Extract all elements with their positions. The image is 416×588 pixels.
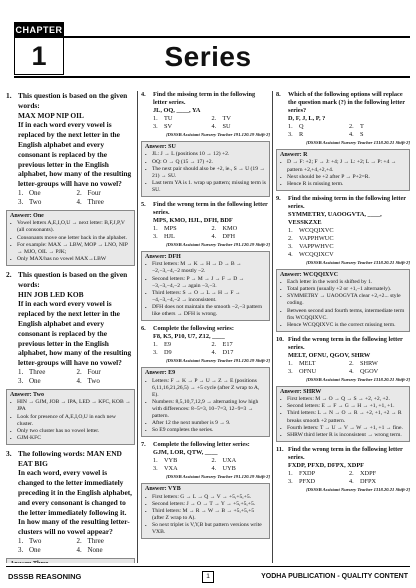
option[interactable]: 2. UXA xyxy=(211,457,237,465)
question-stem xyxy=(276,446,410,470)
bullet-icon: • xyxy=(145,421,147,427)
question-number: 9. xyxy=(276,194,281,202)
option[interactable]: 1. Three xyxy=(18,367,46,376)
bullet-icon: • xyxy=(280,287,282,293)
question-text: D, F, J, L, P, ? xyxy=(288,115,326,122)
page-footer xyxy=(0,566,416,588)
exam-source: [DSSSB Assistant Nursery Teacher 1318.20.21 Shift-2] xyxy=(306,140,410,145)
answer-line: First letters: M → O → Q → S → +2, +2, +2. xyxy=(287,396,390,403)
answer-line: Hence R is missing term. xyxy=(287,180,344,187)
option[interactable]: 1. FXDP xyxy=(288,469,316,477)
option[interactable]: 4. Two xyxy=(76,376,100,385)
options-grid xyxy=(18,368,135,386)
answer-line: Fourth letters: T → U → V → W → +1, +1 → fine. xyxy=(287,424,403,431)
bullet-icon: • xyxy=(145,159,147,165)
answer-line: Third letters: S → O → L → H → F → −4,−3,−4,−2 → inconsistent. xyxy=(152,289,241,303)
question-stem xyxy=(6,449,135,537)
answer-line: Letters: F → K → P → U → Z → E (positions 6,11,16,21,26,5) → +5 cycle (after Z wrap to A, E). xyxy=(152,377,260,398)
option[interactable]: 4. D17 xyxy=(211,349,234,357)
question-number: 5. xyxy=(141,200,146,208)
title-rule-bottom xyxy=(14,76,410,78)
answer-box xyxy=(276,269,410,332)
title-rule-top xyxy=(64,36,410,38)
answer-title: Answer: DFH xyxy=(145,253,181,260)
option[interactable]: 4. SU xyxy=(211,123,231,130)
option[interactable]: 1. E9 xyxy=(153,341,171,349)
answer-line: GJM·KFC xyxy=(17,434,41,441)
bullet-icon: • xyxy=(145,276,147,282)
answer-title: Answer: One xyxy=(10,212,44,219)
bullet-icon: • xyxy=(145,180,147,186)
option[interactable]: 2. XDPF xyxy=(349,469,377,477)
question-text: Find the wrong term in the following letter series. xyxy=(288,445,403,461)
exam-source: [DSSSB Assistant Nursery Teacher 191.120.19 Shift-2] xyxy=(166,358,270,364)
bullet-icon: • xyxy=(10,435,12,441)
bullet-icon: • xyxy=(10,400,12,406)
bullet-icon: • xyxy=(10,235,12,241)
question-1 xyxy=(6,91,135,266)
footer-publisher: YODHA PUBLICATION - QUALITY CONTENT xyxy=(261,573,408,580)
options-grid xyxy=(153,341,270,357)
exam-source: [DSSSB Assistant Nursery Teacher 1318.20.21 Shift-2] xyxy=(306,259,410,265)
question-number: 3. xyxy=(6,448,12,458)
question-text: This question is based on the given words: xyxy=(18,269,128,289)
bullet-icon: • xyxy=(145,428,147,434)
footer-rule xyxy=(6,566,410,567)
question-4 xyxy=(141,91,270,197)
option[interactable]: 4. DFH xyxy=(211,232,236,240)
question-number: 6. xyxy=(141,325,146,333)
answer-title: Answer: R xyxy=(280,152,308,158)
option[interactable]: 2. SHRW xyxy=(349,359,378,367)
question-number: 8. xyxy=(276,91,281,98)
options-grid xyxy=(288,470,410,486)
answer-line: Look for presence of A,E,I,O,U in each new cluster. xyxy=(17,413,116,427)
answer-box xyxy=(141,141,270,197)
question-text: F8, K5, P10, U7, Z12, ____ xyxy=(153,333,225,341)
option[interactable]: 4. DFPX xyxy=(349,477,377,485)
footer-book-title: DSSSB REASONING xyxy=(8,572,82,581)
question-2 xyxy=(6,270,135,445)
options-grid xyxy=(18,537,135,555)
answer-title: Answer: WCQQIXVC xyxy=(280,271,339,278)
bullet-icon: • xyxy=(145,290,147,296)
bullet-icon: • xyxy=(280,397,282,403)
column-middle xyxy=(141,91,270,563)
bullet-icon: • xyxy=(280,280,282,286)
options-grid xyxy=(153,457,270,473)
question-text: Complete the following letter series: xyxy=(153,441,250,449)
answer-box xyxy=(276,386,410,442)
answer-title: Answer: SHRW xyxy=(280,388,322,395)
question-3 xyxy=(6,449,135,563)
exam-source: [DSSSB Assistant Nursery Teacher 191.120.19 Shift-2] xyxy=(166,132,270,137)
option[interactable]: 3. One xyxy=(18,376,41,385)
bullet-icon: • xyxy=(10,428,12,434)
question-number: 11. xyxy=(276,445,284,453)
answer-line: Next should be +2 after P → P+2=R. xyxy=(287,173,370,180)
option[interactable]: 1. VYB xyxy=(153,457,178,465)
question-text: MPS, KMO, HJL, DFH, BDF xyxy=(153,216,233,224)
bullet-icon: • xyxy=(280,322,282,328)
options-grid xyxy=(288,123,410,139)
bullet-icon: • xyxy=(145,501,147,507)
option[interactable]: 3. D9 xyxy=(153,349,172,357)
options-list xyxy=(288,227,410,259)
bullet-icon: • xyxy=(10,414,12,420)
question-number: 2. xyxy=(6,269,12,279)
answer-line: HIN → GJM, JOB → IPA, LED → KFC, KOB → JPA xyxy=(17,399,131,413)
question-text: Find the wrong term in the following letter series. xyxy=(153,200,268,216)
question-number: 7. xyxy=(141,441,146,449)
answer-line: OQ: O → Q (15 → 17) +2. xyxy=(152,158,213,165)
answer-line: Third letters: M → R → W → B → +5,+5,+5 (after Z wrap to A). xyxy=(152,507,255,521)
answer-line: Consonants move one letter back in the alphabet. xyxy=(17,234,127,241)
bullet-icon: • xyxy=(280,181,282,187)
bullet-icon: • xyxy=(145,523,147,529)
exam-source: [DSSSB Assistant Nursery Teacher 1318.20.21 Shift-2] xyxy=(306,486,410,492)
option[interactable]: 2. Three xyxy=(76,537,104,546)
exam-source: [DSSSB Assistant Nursery Teacher 191.120.19 Shift-2] xyxy=(166,474,270,480)
answer-box xyxy=(141,367,270,437)
question-text: MAX MOP NIP OIL xyxy=(18,110,84,120)
option[interactable]: 4. None xyxy=(76,546,103,555)
column-right xyxy=(276,91,410,563)
chapter-header xyxy=(0,0,416,86)
question-stem xyxy=(141,325,270,341)
chapter-title: Series xyxy=(164,41,252,72)
option[interactable]: 2. VAPPHWUC xyxy=(288,234,334,242)
option[interactable]: 4. Three xyxy=(76,197,104,206)
option[interactable]: 1. Two xyxy=(18,537,42,546)
option[interactable]: 2. T xyxy=(349,123,364,130)
question-5 xyxy=(141,201,270,321)
exam-source: [DSSSB Assistant Nursery Teacher 1318.20.21 Shift-2] xyxy=(306,376,410,382)
question-text: In each word, every vowel is changed to the letter immediately preceding it in the English alphabet, and every consonant is changed to the letter immediately following it. In how many of the resulting letter-clusters will no vowel appear? xyxy=(18,468,133,537)
answer-line: So E9 completes the series. xyxy=(152,427,214,434)
answer-line: Hence WCQQIXVC is the correct missing term. xyxy=(287,321,396,328)
bullet-icon: • xyxy=(10,221,12,227)
answer-line: The next pair should also be +2, ie., S → U (19 → 21) → SU. xyxy=(152,165,265,179)
answer-line: DFH does not maintain the smooth −2,−3 pattern like others → DFH is wrong. xyxy=(152,303,263,318)
option[interactable]: 1. MPS xyxy=(153,224,177,232)
bullet-icon: • xyxy=(10,256,12,262)
question-number: 1. xyxy=(6,91,12,100)
question-text: GJM, LOR, QTW, ____ xyxy=(153,449,218,457)
bullet-icon: • xyxy=(145,152,147,158)
bullet-icon: • xyxy=(145,166,147,172)
options-grid xyxy=(288,360,410,376)
answer-title: Answer: VYB xyxy=(145,486,181,493)
answer-title xyxy=(10,561,131,563)
answer-line: Second letters: E → F → G → H → +1, +1, +1. xyxy=(287,403,395,410)
question-text: Find the missing term in the following letter series. xyxy=(288,194,406,210)
answer-line: Each letter in the word is shifted by 1. xyxy=(287,279,373,286)
option[interactable]: 1. One xyxy=(18,188,41,197)
question-number: 10. xyxy=(276,335,284,343)
bullet-icon: • xyxy=(280,425,282,431)
option[interactable]: 1. TU xyxy=(153,115,173,122)
answer-line: Vowel letters A,E,I,O,U → next letter: B,F,J,P,V (all consonants). xyxy=(17,220,125,234)
option[interactable]: 3. SV xyxy=(153,123,173,130)
answer-box xyxy=(141,483,270,539)
bullet-icon: • xyxy=(280,411,282,417)
answer-box xyxy=(6,389,135,445)
bullet-icon: • xyxy=(280,432,282,438)
question-text: Find the wrong term in the following letter series. xyxy=(288,335,403,351)
question-text: HIN JOB LED KOB xyxy=(18,289,84,299)
options-grid xyxy=(18,189,135,207)
question-stem xyxy=(6,270,135,368)
chapter-label: CHAPTER xyxy=(15,23,63,38)
answer-line: Numbers: 8,5,10,7,12,9 → alternating low high with differences: 8−5=3, 10−7=3, 12−9=3 → pattern. xyxy=(152,398,259,419)
bullet-icon: • xyxy=(280,174,282,180)
answer-title: Answer: Two xyxy=(10,391,44,398)
question-text: MELT, OFNU, QGOV, SHRW xyxy=(288,351,371,359)
option[interactable]: 4. S xyxy=(349,131,364,138)
answer-line: Between second and fourth terms, intermediate term fits WCQQIXVC. xyxy=(287,307,405,321)
question-8 xyxy=(276,91,410,191)
bullet-icon: • xyxy=(145,304,147,310)
option[interactable]: 3. One xyxy=(18,546,41,555)
answer-line: Total pattern (usually +2 or +1,−1 alternately). xyxy=(287,286,392,293)
question-stem xyxy=(276,195,410,227)
options-grid xyxy=(153,115,270,131)
question-6 xyxy=(141,325,270,437)
question-text: Which of the following options will replace the question mark (?) in the following letter series? xyxy=(288,91,405,114)
column-divider xyxy=(137,91,138,563)
option[interactable]: 3. PFXD xyxy=(288,477,316,485)
column-left xyxy=(6,91,135,563)
question-stem xyxy=(141,91,270,115)
answer-line: First letters: M → K → H → D → B → −2,−3,−4,−2 mostly −2. xyxy=(152,261,242,275)
question-stem xyxy=(276,336,410,360)
question-text: JL, OQ, ____, YA xyxy=(153,107,201,114)
answer-line: So next triplet is V,Y,B but pattern versions write VXB. xyxy=(152,522,262,536)
option[interactable]: 2. Four xyxy=(76,188,101,197)
options-grid xyxy=(153,225,270,241)
answer-box xyxy=(141,251,270,321)
answer-title: Answer: E9 xyxy=(145,370,176,377)
answer-line: First letters: G → L → Q → V → +5,+5,+5. xyxy=(152,493,252,500)
question-number: 4. xyxy=(141,91,146,98)
bullet-icon: • xyxy=(280,294,282,300)
option[interactable]: 1. WCQQIXVC xyxy=(288,226,334,234)
answer-box xyxy=(6,558,135,563)
bullet-icon: • xyxy=(280,308,282,314)
option[interactable]: 3. OFNU xyxy=(288,367,317,375)
bullet-icon: • xyxy=(145,508,147,514)
option[interactable]: 2. TV xyxy=(211,115,231,122)
option[interactable]: 4. UYB xyxy=(211,465,236,473)
page-number: 1 xyxy=(202,571,214,583)
answer-line: D → F: +2; F → J: +4; J → L: +2; L → P: +4 → pattern +2,+4,+2,+4. xyxy=(287,159,397,173)
question-text: Find the missing term in the following letter series. xyxy=(153,91,256,106)
answer-line: After 12 the next number is 9 → 9. xyxy=(152,420,231,427)
answer-box xyxy=(6,210,135,266)
answer-line: Only two cluster has no vowel letter. xyxy=(17,427,100,434)
answer-box xyxy=(276,149,410,191)
question-text: FXDP, PFXD, DFPX, XDPF xyxy=(288,461,365,469)
answer-line: Last term YA is 1. wrap up pattern; missing term is SU. xyxy=(152,179,266,193)
bullet-icon: • xyxy=(280,160,282,166)
bullet-icon: • xyxy=(280,404,282,410)
bullet-icon: • xyxy=(10,242,12,248)
question-stem xyxy=(141,441,270,457)
question-stem xyxy=(276,91,410,123)
question-text: The following words: MAN END EAT BIG xyxy=(18,448,122,468)
answer-line: Second letters: P → M → J → F → D → −3,−3,−4,−2 → again −3,−3. xyxy=(152,275,245,289)
answer-line: SYMMETRY → UAOOGVTA clear +2,+2... style coding. xyxy=(287,293,401,307)
option[interactable]: 1. Q xyxy=(288,123,304,130)
question-stem xyxy=(141,201,270,225)
bullet-icon: • xyxy=(145,378,147,384)
answer-line: Second letters: J → O → T → Y → +5,+5,+5. xyxy=(152,500,256,507)
question-text: Complete the following series: xyxy=(153,325,234,333)
chapter-number: 1 xyxy=(31,41,47,71)
option[interactable]: 3. VAPPWHVC xyxy=(288,242,334,250)
option[interactable]: 1. MELT xyxy=(288,359,316,367)
question-stem xyxy=(6,91,135,189)
answer-line: Third letters: L → N → O → R → +2, +1, +2 → R breaks smooth +2 pattern. xyxy=(287,410,402,424)
answer-title: Answer: SU xyxy=(145,144,176,150)
option[interactable]: 2. KMO xyxy=(211,224,238,232)
option[interactable]: 3. Two xyxy=(18,197,42,206)
question-9 xyxy=(276,195,410,332)
option[interactable]: 4. QGOV xyxy=(349,367,379,375)
answer-line: For example: MAX → LBW, MOP → LNO, NIP → MJO, OIL → PJK; xyxy=(17,241,128,255)
bullet-icon: • xyxy=(145,494,147,500)
question-10 xyxy=(276,336,410,442)
bullet-icon: • xyxy=(145,399,147,405)
answer-line: SHRW third letter R is inconsistent → wrong term. xyxy=(287,431,402,438)
option[interactable]: 4. WCQQIXCV xyxy=(288,250,334,258)
exam-source: [DSSSB Assistant Nursery Teacher 191.120.19 Shift-2] xyxy=(166,241,270,247)
bullet-icon: • xyxy=(145,262,147,268)
question-11 xyxy=(276,446,410,493)
question-text: This question is based on the given words: xyxy=(18,91,128,110)
question-text: If in each word every vowel is replaced by the next letter in the English alphabet and every consonant is replaced by the previous letter in the English alphabet, how many of the resulting letter-groups will have no vowel? xyxy=(18,120,132,189)
option[interactable]: 3. R xyxy=(288,131,304,138)
answer-line: Only MAX/has no vowel MAX→LBW xyxy=(17,255,107,262)
option[interactable]: 3. VXA xyxy=(153,465,178,473)
column-divider xyxy=(272,91,273,563)
question-text: SYMMETRY, UAOOGVTA, ____, VESSKZXE xyxy=(288,210,382,226)
question-7 xyxy=(141,441,270,539)
option[interactable]: 2. Four xyxy=(76,367,101,376)
option[interactable]: 3. HJL xyxy=(153,232,175,240)
answer-line: JL: J → L (positions 10 → 12) +2. xyxy=(152,151,230,158)
question-text: If in each word every vowel is replaced by the next letter in the English alphabet and every consonant is replaced by the previous letter in the English alphabet, how many of the resulting letter-groups will have no vowel? xyxy=(18,299,132,368)
option[interactable]: 2. E17 xyxy=(211,341,233,349)
